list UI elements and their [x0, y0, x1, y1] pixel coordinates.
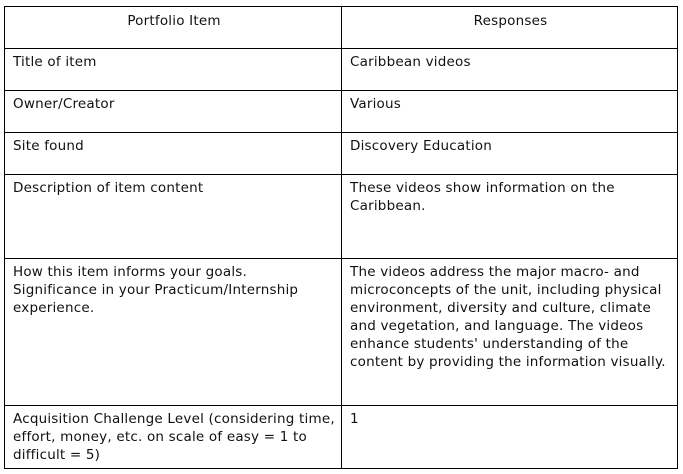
table-row-goals [5, 259, 678, 406]
response-cell: Caribbean videos [342, 49, 678, 91]
portfolio-table [4, 6, 678, 469]
response-cell: 1 [342, 406, 678, 469]
portfolio-item-cell: Owner/Creator [5, 91, 342, 133]
table-row-title [5, 49, 678, 91]
portfolio-item-cell: Site found [5, 133, 342, 175]
response-cell: Various [342, 91, 678, 133]
table-row-description [5, 175, 678, 259]
table-row-site [5, 133, 678, 175]
response-cell: The videos address the major macro- and microconcepts of the unit, including physical environment, diversity and culture, climate and vegetation, and language. The videos enhance students' understanding of the content by providing the information visually. [342, 259, 678, 406]
header-row [5, 7, 678, 49]
column-header-portfolio-item: Portfolio Item [5, 7, 342, 49]
portfolio-item-cell: Title of item [5, 49, 342, 91]
portfolio-item-cell: Acquisition Challenge Level (considering time, effort, money, etc. on scale of easy = 1 to difficult = 5) [5, 406, 342, 469]
table-row-owner [5, 91, 678, 133]
portfolio-item-cell: Description of item content [5, 175, 342, 259]
response-cell: These videos show information on the Caribbean. [342, 175, 678, 259]
column-header-responses: Responses [342, 7, 678, 49]
table-row-challenge-level [5, 406, 678, 469]
portfolio-item-cell: How this item informs your goals. Significance in your Practicum/Internship experience. [5, 259, 342, 406]
response-cell: Discovery Education [342, 133, 678, 175]
